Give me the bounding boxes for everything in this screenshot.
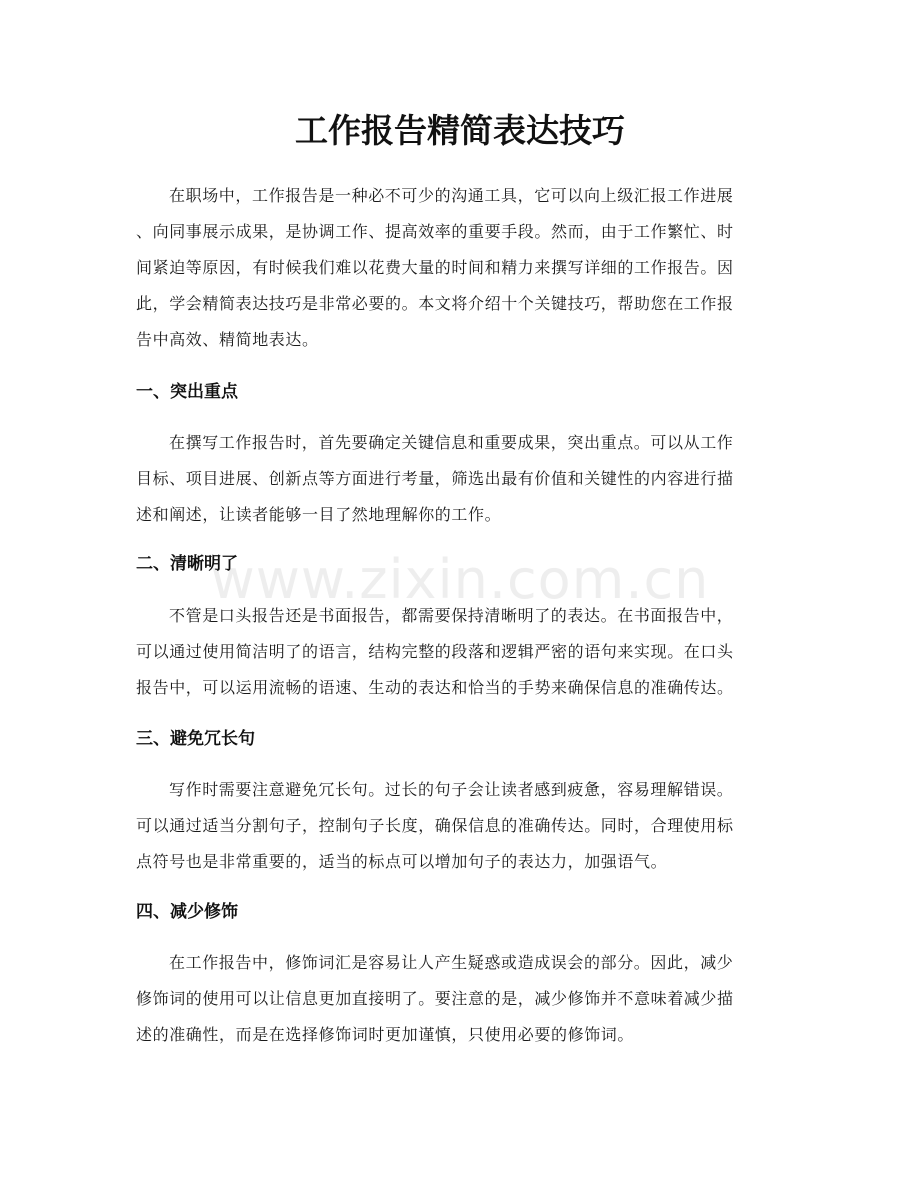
document-title: 工作报告精简表达技巧 [295, 111, 625, 150]
section-paragraph [136, 945, 784, 1053]
section-heading: 二、清晰明了 [136, 554, 238, 574]
section-heading: 一、突出重点 [136, 382, 238, 402]
paragraph-line: 此，学会精简表达技巧是非常必要的。本文将介绍十个关键技巧，帮助您在工作报 [136, 294, 734, 313]
paragraph-line: 目标、项目进展、创新点等方面进行考量，筛选出最有价值和关键性的内容进行描 [136, 469, 734, 488]
section-paragraph [136, 598, 784, 706]
paragraph-line: 告中高效、精简地表达。 [136, 330, 319, 349]
paragraph-line: 述和阐述，让读者能够一目了然地理解你的工作。 [136, 505, 502, 524]
paragraph-line: 可以通过适当分割句子，控制句子长度，确保信息的准确传达。同时，合理使用标 [136, 816, 734, 835]
paragraph-line: 点符号也是非常重要的，适当的标点可以增加句子的表达力，加强语气。 [136, 852, 668, 871]
section-paragraph [136, 772, 784, 880]
paragraph-line: 在工作报告中，修饰词汇是容易让人产生疑惑或造成误会的部分。因此，减少 [169, 953, 734, 972]
paragraph-line: 、向同事展示成果，是协调工作、提高效率的重要手段。然而，由于工作繁忙、时 [136, 222, 734, 241]
paragraph-line: 在职场中，工作报告是一种必不可少的沟通工具，它可以向上级汇报工作进展 [169, 186, 734, 205]
paragraph-line: 写作时需要注意避免冗长句。过长的句子会让读者感到疲惫，容易理解错误。 [169, 780, 734, 799]
section-heading: 四、减少修饰 [136, 902, 238, 922]
paragraph-line: 可以通过使用简洁明了的语言，结构完整的段落和逻辑严密的语句来实现。在口头 [136, 642, 734, 661]
paragraph-line: 间紧迫等原因，有时候我们难以花费大量的时间和精力来撰写详细的工作报告。因 [136, 258, 734, 277]
watermark: www.zixin.com.cn [210, 548, 710, 611]
paragraph-line: 报告中，可以运用流畅的语速、生动的表达和恰当的手势来确保信息的准确传达。 [136, 678, 734, 697]
paragraph-line: 不管是口头报告还是书面报告，都需要保持清晰明了的表达。在书面报告中， [169, 606, 734, 625]
paragraph-line: 修饰词的使用可以让信息更加直接明了。要注意的是，减少修饰并不意味着减少描 [136, 989, 734, 1008]
paragraph-line: 述的准确性，而是在选择修饰词时更加谨慎，只使用必要的修饰词。 [136, 1025, 635, 1044]
section-heading: 三、避免冗长句 [136, 729, 255, 749]
paragraph-line: 在撰写工作报告时，首先要确定关键信息和重要成果，突出重点。可以从工作 [169, 433, 734, 452]
intro-paragraph [136, 178, 784, 358]
section-paragraph [136, 425, 784, 533]
